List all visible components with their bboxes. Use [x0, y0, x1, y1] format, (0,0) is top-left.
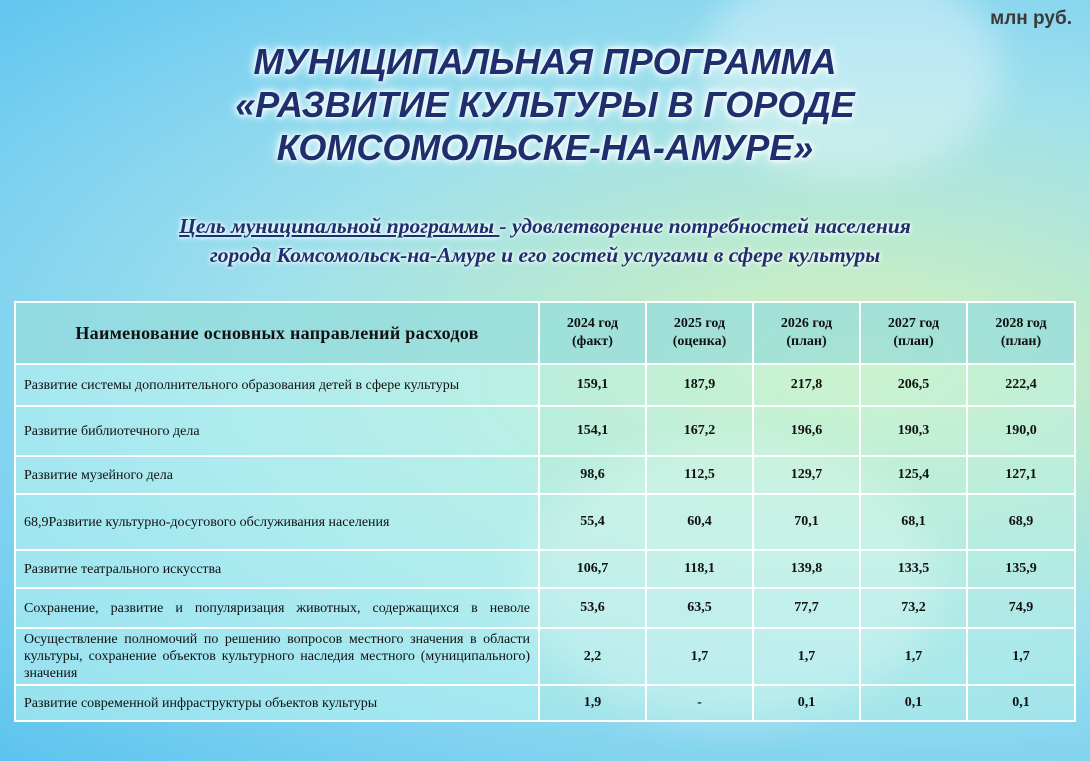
row-value: 60,4	[646, 494, 753, 550]
row-value: 133,5	[860, 550, 967, 588]
row-value: 98,6	[539, 456, 646, 494]
title-line: МУНИЦИПАЛЬНАЯ ПРОГРАММА	[253, 41, 837, 82]
title-line: «РАЗВИТИЕ КУЛЬТУРЫ В ГОРОДЕ	[235, 84, 855, 125]
unit-label: млн руб.	[990, 8, 1072, 29]
row-value: 68,1	[860, 494, 967, 550]
row-name: Развитие современной инфраструктуры объектов культуры	[15, 685, 539, 721]
row-value: 2,2	[539, 628, 646, 685]
row-value: 53,6	[539, 588, 646, 628]
row-value: 187,9	[646, 364, 753, 406]
row-value: 217,8	[753, 364, 860, 406]
header-year: 2024 год (факт)	[539, 302, 646, 364]
row-value: -	[646, 685, 753, 721]
row-value: 106,7	[539, 550, 646, 588]
table-row	[15, 588, 1075, 628]
table-row	[15, 685, 1075, 721]
expenses-table	[14, 301, 1076, 722]
row-value: 1,7	[967, 628, 1075, 685]
header-name: Наименование основных направлений расходов	[15, 302, 539, 364]
row-value: 0,1	[967, 685, 1075, 721]
table-row	[15, 628, 1075, 685]
row-name: Развитие театрального искусства	[15, 550, 539, 588]
row-value: 70,1	[753, 494, 860, 550]
program-goal	[20, 212, 1070, 270]
row-value: 196,6	[753, 406, 860, 456]
row-name: Развитие системы дополнительного образования детей в сфере культуры	[15, 364, 539, 406]
row-value: 135,9	[967, 550, 1075, 588]
table-row	[15, 406, 1075, 456]
row-value: 0,1	[860, 685, 967, 721]
row-value: 112,5	[646, 456, 753, 494]
header-year: 2025 год (оценка)	[646, 302, 753, 364]
row-value: 159,1	[539, 364, 646, 406]
row-value: 154,1	[539, 406, 646, 456]
header-year: 2028 год (план)	[967, 302, 1075, 364]
row-value: 190,0	[967, 406, 1075, 456]
row-value: 74,9	[967, 588, 1075, 628]
page-title	[0, 40, 1090, 169]
table-row	[15, 456, 1075, 494]
row-value: 190,3	[860, 406, 967, 456]
table-row	[15, 494, 1075, 550]
row-value: 1,7	[646, 628, 753, 685]
row-value: 0,1	[753, 685, 860, 721]
row-value: 63,5	[646, 588, 753, 628]
title-line: КОМСОМОЛЬСКЕ-НА-АМУРЕ»	[276, 127, 814, 168]
goal-text-line1: - удовлетворение потребностей населения	[499, 214, 911, 238]
goal-text-line2: города Комсомольск-на-Амуре и его гостей услугами в сфере культуры	[209, 243, 881, 267]
row-value: 139,8	[753, 550, 860, 588]
header-year: 2027 год (план)	[860, 302, 967, 364]
table-row	[15, 364, 1075, 406]
row-name: Развитие библиотечного дела	[15, 406, 539, 456]
row-name: Сохранение, развитие и популяризация животных, содержащихся в неволе	[15, 588, 539, 628]
row-value: 55,4	[539, 494, 646, 550]
row-value: 1,9	[539, 685, 646, 721]
row-value: 77,7	[753, 588, 860, 628]
row-value: 73,2	[860, 588, 967, 628]
row-value: 206,5	[860, 364, 967, 406]
row-name: Осуществление полномочий по решению вопросов местного значения в области культуры, сохранение объектов культурного наследия местного (муниципального) значения	[15, 628, 539, 685]
row-value: 125,4	[860, 456, 967, 494]
table-row	[15, 550, 1075, 588]
row-value: 68,9	[967, 494, 1075, 550]
row-value: 167,2	[646, 406, 753, 456]
row-value: 118,1	[646, 550, 753, 588]
row-name: Развитие музейного дела	[15, 456, 539, 494]
row-value: 129,7	[753, 456, 860, 494]
goal-label: Цель муниципальной программы	[179, 214, 500, 238]
header-year: 2026 год (план)	[753, 302, 860, 364]
row-value: 1,7	[860, 628, 967, 685]
row-name: 68,9Развитие культурно-досугового обслуживания населения	[15, 494, 539, 550]
row-value: 127,1	[967, 456, 1075, 494]
row-value: 1,7	[753, 628, 860, 685]
table-header-row	[15, 302, 1075, 364]
row-value: 222,4	[967, 364, 1075, 406]
